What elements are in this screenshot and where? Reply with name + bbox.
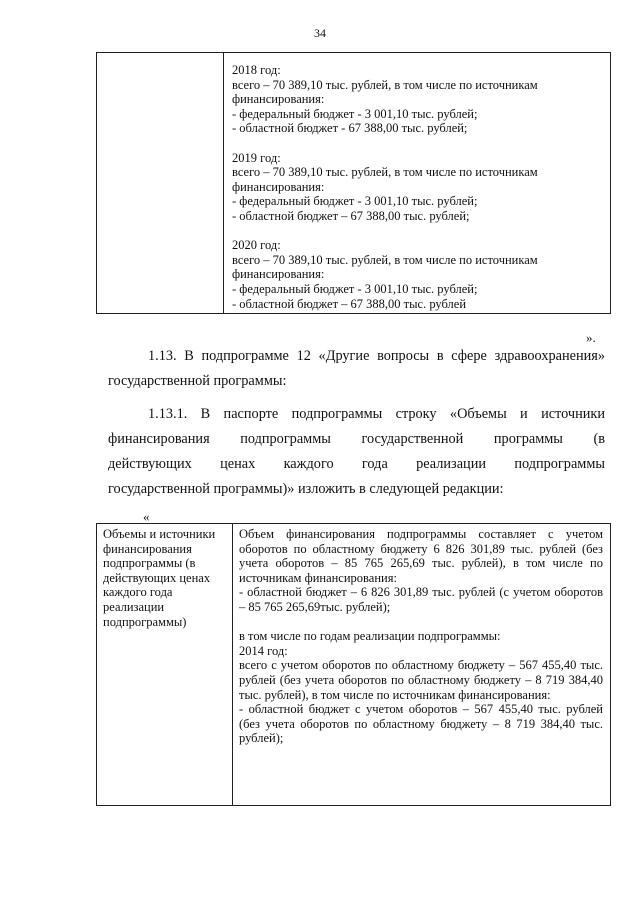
year-heading: 2020 год:: [232, 238, 281, 253]
closing-quote: ».: [586, 330, 596, 345]
table-label-cell: Объемы и источники финансирования подпрограммы (в действующих ценах каждого года реализации подпрограммы): [97, 524, 233, 806]
funding-table-new: [96, 523, 611, 806]
page-number: 34: [314, 26, 326, 40]
year-heading: 2014 год:: [239, 643, 288, 658]
regional-budget-line: - областной бюджет – 67 388,00 тыс. рублей;: [232, 208, 470, 223]
regional-budget-line: - областной бюджет - 67 388,00 тыс. рублей;: [232, 121, 468, 136]
federal-budget-line: - федеральный бюджет - 3 001,10 тыс. рублей;: [232, 194, 478, 209]
regional-budget-text: - областной бюджет – 6 826 301,89 тыс. рублей (с учетом оборотов – 85 765 265,69тыс. рублей);: [239, 585, 603, 614]
regional-budget-line: - областной бюджет с учетом оборотов – 567 455,40 тыс. рублей (без учета оборотов по областному бюджету – 8 719 384,40 тыс. рублей);: [239, 702, 603, 746]
year-block-2018: [232, 63, 604, 136]
by-years-heading: в том числе по годам реализации подпрограммы:: [239, 629, 501, 644]
para-1-13-line1: 1.13. В подпрограмме 12 «Другие вопросы в сфере здравоохранения»: [148, 348, 605, 364]
year-heading: 2018 год:: [232, 63, 281, 77]
para-1-13-1-line1: 1.13.1. В паспорте подпрограммы строку «Объемы и источники: [148, 406, 605, 422]
para-1-13-line2: государственной программы:: [108, 373, 287, 389]
year-total: всего – 70 389,10 тыс. рублей, в том числе по источникам финансирования:: [232, 77, 538, 107]
table-label-cell: [97, 53, 224, 314]
year-total: всего – 70 389,10 тыс. рублей, в том числе по источникам финансирования:: [232, 252, 538, 282]
year-heading: 2019 год:: [232, 150, 281, 165]
table-content-cell: [233, 524, 611, 806]
year-total: всего с учетом оборотов по областному бюджету – 567 455,40 тыс. рублей (без учета оборотов по областному бюджету – 8 719 384,40 тыс. рублей), в том числе по источникам финансирования:: [239, 658, 603, 702]
year-block-2019: [232, 151, 604, 224]
regional-budget-line: - областной бюджет – 67 388,00 тыс. рублей: [232, 296, 467, 311]
para-1-13-1-line4: государственной программы)» изложить в следующей редакции:: [108, 481, 504, 497]
para-1-13-1-line2: финансирования подпрограммы государственной программы (в: [108, 431, 605, 447]
table-content-cell: [224, 53, 611, 314]
opening-quote: «: [143, 509, 150, 524]
para-1-13-1-line3: действующих ценах каждого года реализации подпрограммы: [108, 456, 605, 472]
total-funding-text: Объем финансирования подпрограммы составляет с учетом оборотов по областному бюджету 6 826 301,89 тыс. рублей (без учета оборотов – 85 765 265,69 тыс. рублей), в том числе по источникам финансирования:: [239, 527, 603, 585]
year-block-2020: [232, 238, 604, 311]
federal-budget-line: - федеральный бюджет - 3 001,10 тыс. рублей;: [232, 106, 478, 121]
year-total: всего – 70 389,10 тыс. рублей, в том числе по источникам финансирования:: [232, 165, 538, 194]
federal-budget-line: - федеральный бюджет - 3 001,10 тыс. рублей;: [232, 281, 478, 296]
funding-table-continued: [96, 52, 611, 314]
